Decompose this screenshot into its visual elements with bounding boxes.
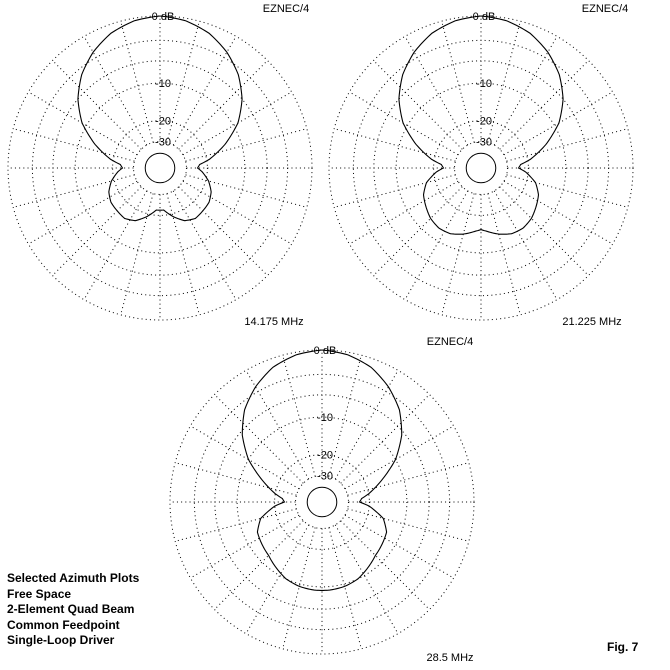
frequency-label: 28.5 MHz <box>426 652 474 664</box>
figure-label: Fig. 7 <box>607 640 639 654</box>
caption-line: 2-Element Quad Beam <box>7 602 135 616</box>
ring-label: -20 <box>155 115 171 128</box>
frequency-label: 21.225 MHz <box>562 316 622 328</box>
ring-label: -20 <box>476 115 492 128</box>
ring-label: 0 dB <box>151 11 175 23</box>
caption-line: Selected Azimuth Plots <box>7 571 140 585</box>
ring-label: -10 <box>155 78 171 91</box>
ring-label: -10 <box>317 412 333 425</box>
caption-line: Common Feedpoint <box>7 617 120 632</box>
figure-caption <box>7 571 139 649</box>
ring-label: -20 <box>317 449 333 462</box>
plot-title: EZNEC/4 <box>426 336 474 348</box>
caption-line: Single-Loop Driver <box>7 633 115 647</box>
ring-label: -30 <box>317 470 333 483</box>
ring-label: -30 <box>155 136 171 149</box>
ring-label: 0 dB <box>472 11 496 23</box>
caption-line: Free Space <box>7 586 72 601</box>
ring-label: -10 <box>476 78 492 91</box>
plot-title: EZNEC/4 <box>581 3 629 15</box>
ring-label: 0 dB <box>313 345 337 357</box>
plot-title: EZNEC/4 <box>262 3 310 15</box>
ring-label: -30 <box>476 136 492 149</box>
frequency-label: 14.175 MHz <box>244 316 304 328</box>
